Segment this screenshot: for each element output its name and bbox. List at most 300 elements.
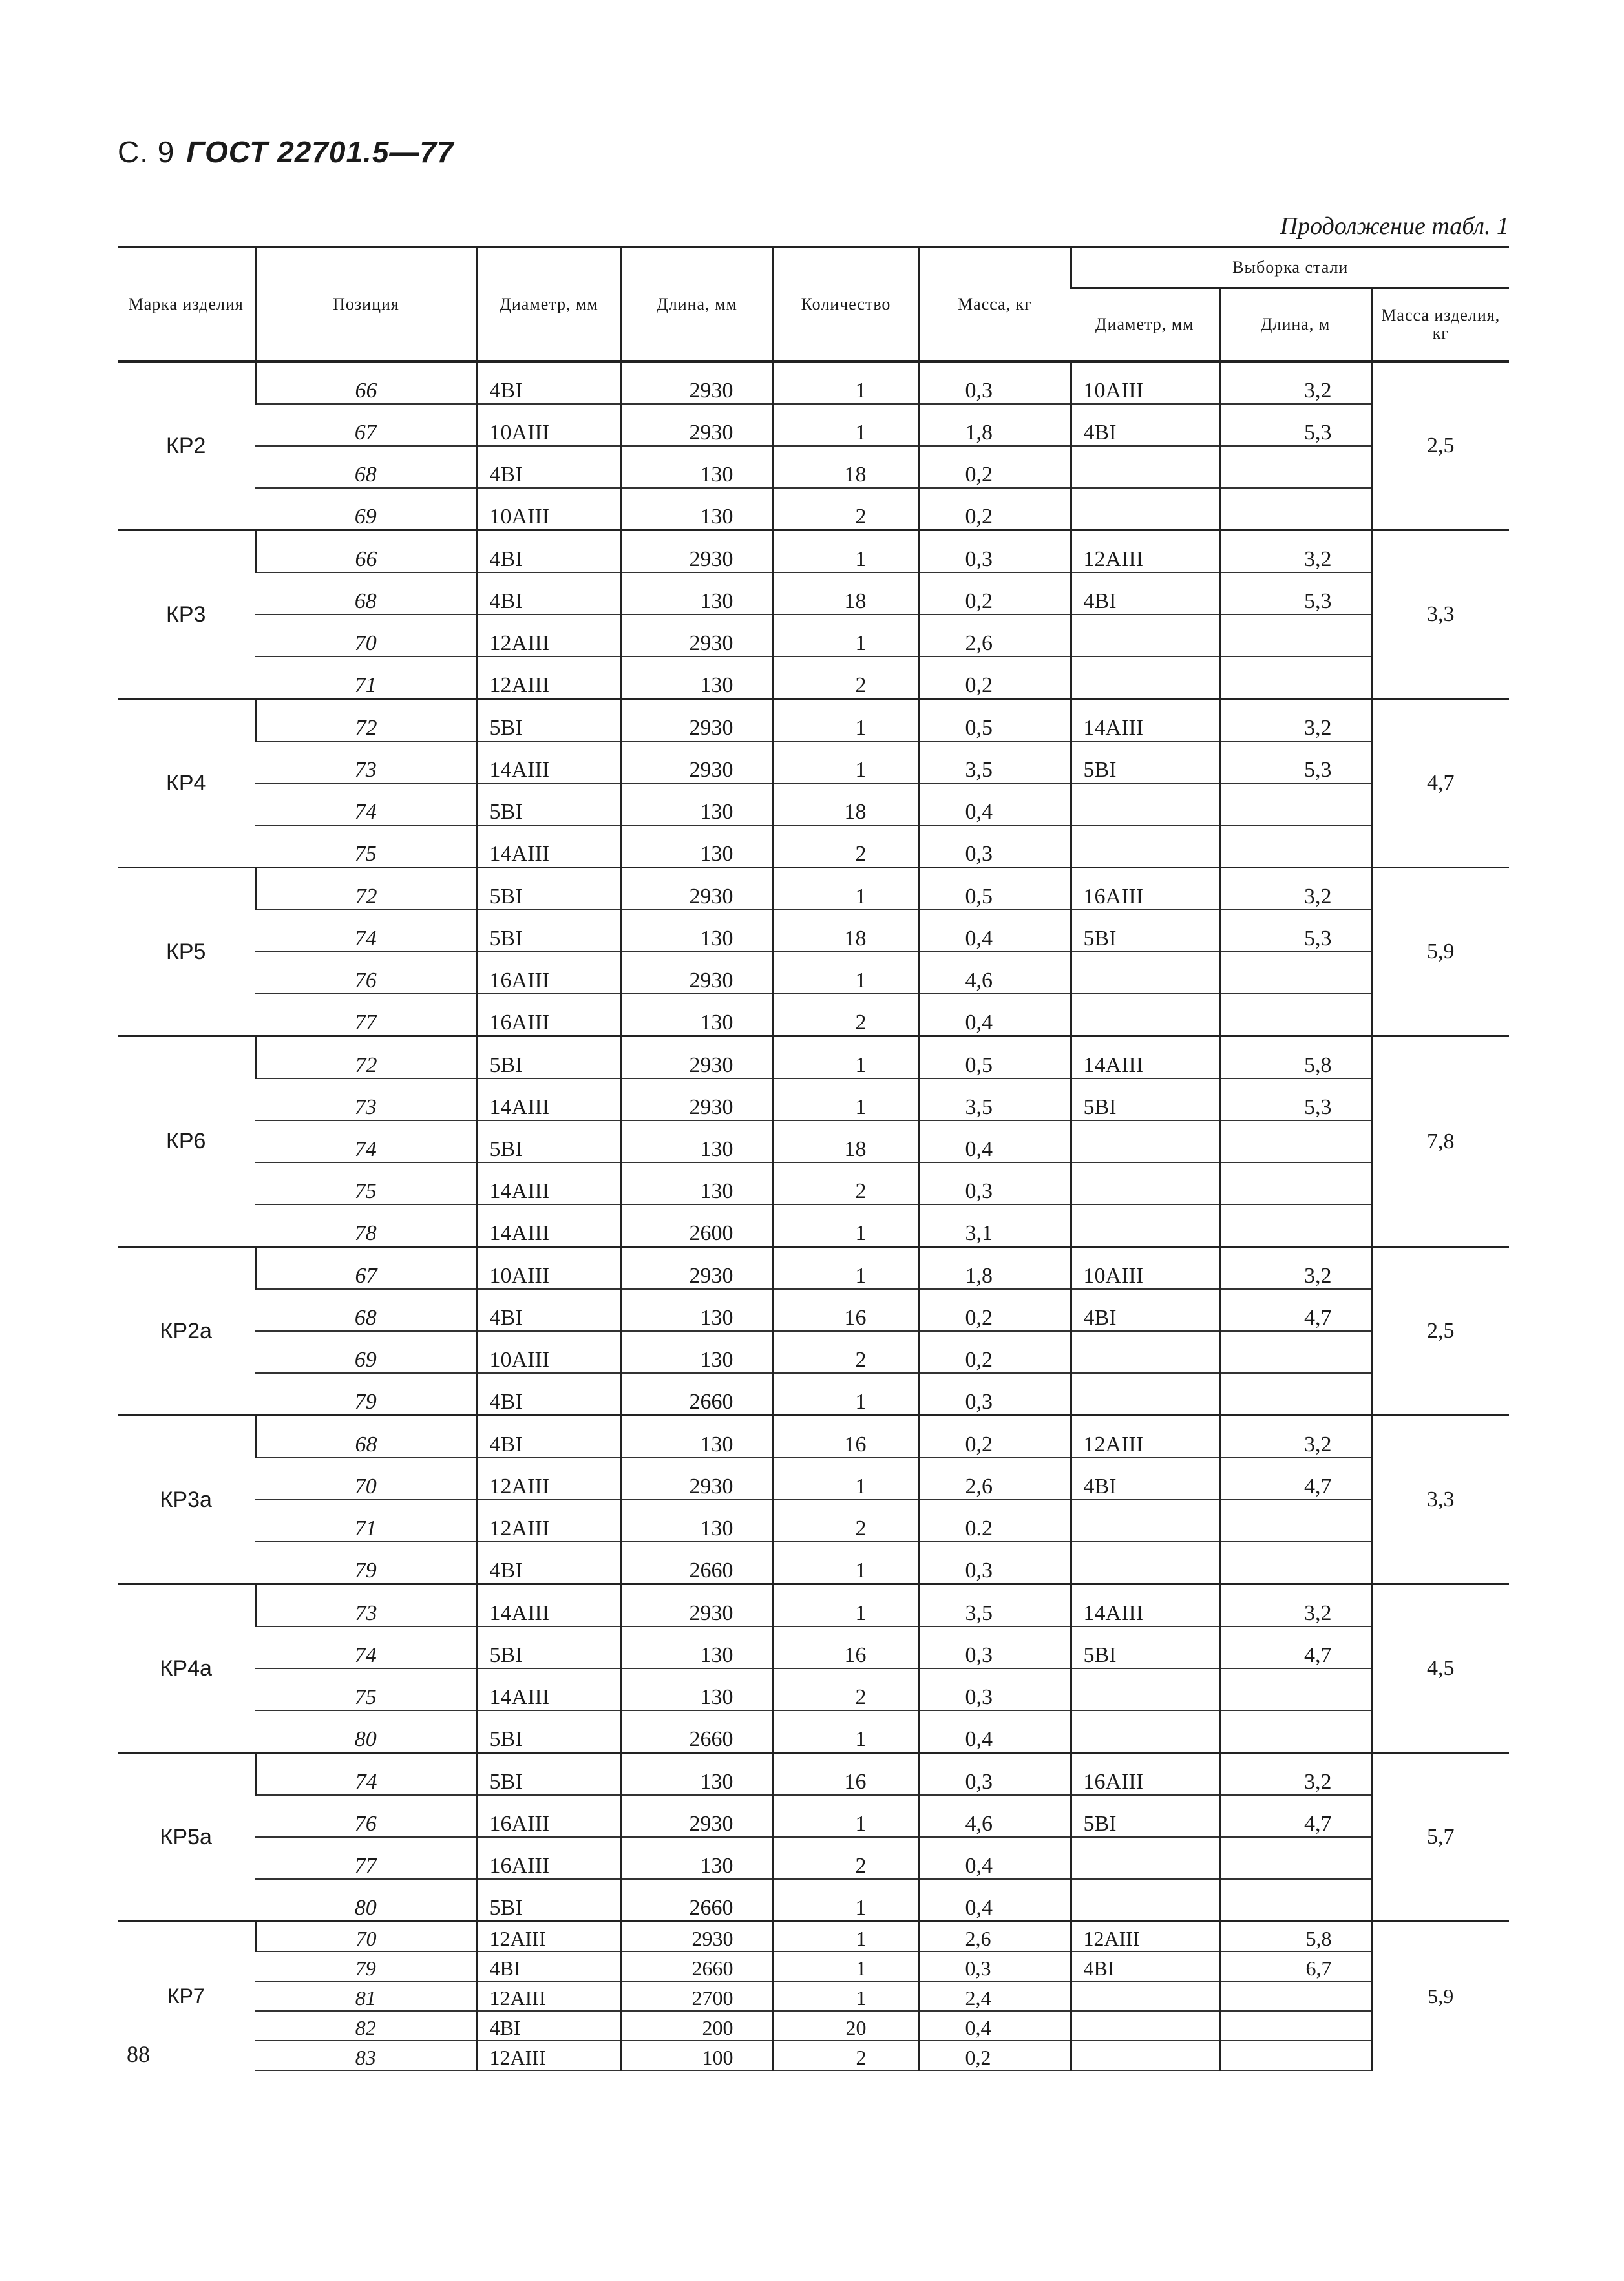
length-cell: 100 — [621, 2041, 773, 2070]
length-cell: 2930 — [621, 1247, 773, 1290]
position-cell: 68 — [255, 1289, 477, 1331]
mass-cell: 2,6 — [919, 615, 1071, 657]
diameter-cell: 12AIII — [477, 657, 621, 699]
diameter-cell: 16AIII — [477, 952, 621, 994]
table-row — [118, 1753, 1509, 1796]
diameter-cell: 4BI — [477, 573, 621, 615]
length-cell: 2930 — [621, 404, 773, 446]
col-header-item-mass: Масса изделия, кг — [1371, 288, 1509, 362]
position-cell: 73 — [255, 1078, 477, 1120]
position-cell: 69 — [255, 1331, 477, 1373]
length-cell: 130 — [621, 1837, 773, 1879]
position-cell: 74 — [255, 910, 477, 952]
selection-length-cell — [1219, 2011, 1371, 2041]
mass-cell: 0,3 — [919, 1373, 1071, 1416]
position-cell: 83 — [255, 2041, 477, 2070]
length-cell: 2930 — [621, 699, 773, 742]
length-cell: 2930 — [621, 1922, 773, 1952]
selection-length-cell: 4,7 — [1219, 1289, 1371, 1331]
length-cell: 130 — [621, 1120, 773, 1162]
table-row — [118, 1162, 1509, 1204]
length-cell: 130 — [621, 573, 773, 615]
diameter-cell: 16AIII — [477, 1795, 621, 1837]
mass-cell: 0,3 — [919, 1626, 1071, 1668]
col-header-diameter: Диаметр, мм — [477, 247, 621, 361]
product-mark: КР7 — [167, 1984, 205, 2008]
mass-cell: 0,3 — [919, 1951, 1071, 1981]
position-cell: 76 — [255, 1795, 477, 1837]
table-row — [118, 1078, 1509, 1120]
position-cell: 74 — [255, 783, 477, 825]
selection-length-cell: 3,2 — [1219, 1416, 1371, 1458]
table-row — [118, 783, 1509, 825]
standard-title: ГОСТ 22701.5—77 — [186, 135, 454, 169]
table-row — [118, 994, 1509, 1036]
length-cell: 2660 — [621, 1373, 773, 1416]
col-header-selection-length: Длина, м — [1219, 288, 1371, 362]
position-cell: 74 — [255, 1120, 477, 1162]
selection-diameter-cell — [1071, 657, 1219, 699]
quantity-cell: 1 — [773, 952, 919, 994]
mass-cell: 0,3 — [919, 1668, 1071, 1710]
quantity-cell: 16 — [773, 1416, 919, 1458]
diameter-cell: 10AIII — [477, 488, 621, 531]
table-row — [118, 488, 1509, 531]
mass-cell: 0,2 — [919, 446, 1071, 488]
selection-diameter-cell: 5BI — [1071, 910, 1219, 952]
table-row — [118, 952, 1509, 994]
table-row — [118, 1981, 1509, 2011]
position-cell: 72 — [255, 868, 477, 910]
diameter-cell: 5BI — [477, 1036, 621, 1079]
col-header-mass: Масса, кг — [919, 247, 1071, 361]
quantity-cell: 1 — [773, 615, 919, 657]
table-continuation-note: Продолжение табл. 1 — [1280, 213, 1509, 240]
diameter-cell: 14AIII — [477, 1078, 621, 1120]
quantity-cell: 20 — [773, 2011, 919, 2041]
selection-diameter-cell: 4BI — [1071, 404, 1219, 446]
table-row — [118, 573, 1509, 615]
selection-length-cell — [1219, 1500, 1371, 1542]
selection-diameter-cell — [1071, 1879, 1219, 1922]
position-cell: 68 — [255, 446, 477, 488]
length-cell: 2930 — [621, 1036, 773, 1079]
quantity-cell: 1 — [773, 1922, 919, 1952]
selection-length-cell — [1219, 1668, 1371, 1710]
table-row — [118, 615, 1509, 657]
diameter-cell: 12AIII — [477, 2041, 621, 2070]
product-group — [118, 1753, 1509, 1922]
product-group — [118, 1416, 1509, 1584]
selection-length-cell — [1219, 825, 1371, 868]
item-mass-total: 5,9 — [1371, 868, 1509, 1036]
table-row — [118, 741, 1509, 783]
length-cell: 130 — [621, 1162, 773, 1204]
diameter-cell: 5BI — [477, 910, 621, 952]
diameter-cell: 16AIII — [477, 1837, 621, 1879]
selection-diameter-cell: 10AIII — [1071, 361, 1219, 404]
selection-diameter-cell: 14AIII — [1071, 1036, 1219, 1079]
quantity-cell: 1 — [773, 404, 919, 446]
mass-cell: 0,2 — [919, 1331, 1071, 1373]
length-cell: 2930 — [621, 1458, 773, 1500]
position-cell: 75 — [255, 1668, 477, 1710]
mass-cell: 3,5 — [919, 1078, 1071, 1120]
product-group — [118, 868, 1509, 1036]
selection-length-cell — [1219, 1162, 1371, 1204]
mass-cell: 4,6 — [919, 952, 1071, 994]
mass-cell: 0,3 — [919, 361, 1071, 404]
col-header-quantity: Количество — [773, 247, 919, 361]
length-cell: 130 — [621, 446, 773, 488]
selection-diameter-cell — [1071, 1331, 1219, 1373]
table-row — [118, 1331, 1509, 1373]
quantity-cell: 2 — [773, 2041, 919, 2070]
diameter-cell: 5BI — [477, 1710, 621, 1753]
diameter-cell: 5BI — [477, 1626, 621, 1668]
table-row — [118, 1373, 1509, 1416]
selection-length-cell: 5,3 — [1219, 741, 1371, 783]
mass-cell: 1,8 — [919, 1247, 1071, 1290]
position-cell: 66 — [255, 531, 477, 573]
quantity-cell: 18 — [773, 446, 919, 488]
mass-cell: 0,3 — [919, 1162, 1071, 1204]
item-mass-total: 2,5 — [1371, 361, 1509, 531]
quantity-cell: 1 — [773, 1204, 919, 1247]
table-row — [118, 1795, 1509, 1837]
diameter-cell: 4BI — [477, 1951, 621, 1981]
length-cell: 2600 — [621, 1204, 773, 1247]
quantity-cell: 1 — [773, 1710, 919, 1753]
selection-diameter-cell: 4BI — [1071, 1458, 1219, 1500]
diameter-cell: 4BI — [477, 446, 621, 488]
mass-cell: 0,4 — [919, 783, 1071, 825]
item-mass-total: 5,7 — [1371, 1753, 1509, 1922]
selection-diameter-cell — [1071, 1373, 1219, 1416]
selection-diameter-cell: 4BI — [1071, 1951, 1219, 1981]
page-label: С. 9 — [118, 135, 175, 169]
length-cell: 130 — [621, 994, 773, 1036]
length-cell: 130 — [621, 488, 773, 531]
product-group — [118, 1247, 1509, 1416]
position-cell: 70 — [255, 1458, 477, 1500]
selection-diameter-cell: 5BI — [1071, 741, 1219, 783]
mass-cell: 0,4 — [919, 910, 1071, 952]
table-row — [118, 1837, 1509, 1879]
selection-diameter-cell — [1071, 1500, 1219, 1542]
quantity-cell: 1 — [773, 741, 919, 783]
selection-diameter-cell — [1071, 1668, 1219, 1710]
product-mark: КР6 — [166, 1129, 206, 1153]
length-cell: 2930 — [621, 952, 773, 994]
quantity-cell: 16 — [773, 1289, 919, 1331]
position-cell: 70 — [255, 615, 477, 657]
selection-diameter-cell: 5BI — [1071, 1795, 1219, 1837]
position-cell: 70 — [255, 1922, 477, 1952]
selection-diameter-cell — [1071, 2041, 1219, 2070]
selection-diameter-cell: 14AIII — [1071, 699, 1219, 742]
diameter-cell: 10AIII — [477, 1331, 621, 1373]
item-mass-total: 3,3 — [1371, 531, 1509, 699]
table-row — [118, 1668, 1509, 1710]
diameter-cell: 12AIII — [477, 615, 621, 657]
product-group — [118, 699, 1509, 868]
table-row — [118, 404, 1509, 446]
table-row — [118, 1500, 1509, 1542]
diameter-cell: 5BI — [477, 1120, 621, 1162]
selection-length-cell: 4,7 — [1219, 1795, 1371, 1837]
mass-cell: 3,1 — [919, 1204, 1071, 1247]
length-cell: 2660 — [621, 1710, 773, 1753]
quantity-cell: 1 — [773, 1542, 919, 1584]
table-row — [118, 1247, 1509, 1290]
rebar-specification-table — [118, 246, 1509, 2071]
table-row — [118, 868, 1509, 910]
quantity-cell: 1 — [773, 1879, 919, 1922]
diameter-cell: 14AIII — [477, 741, 621, 783]
selection-diameter-cell — [1071, 994, 1219, 1036]
diameter-cell: 4BI — [477, 1289, 621, 1331]
diameter-cell: 5BI — [477, 699, 621, 742]
quantity-cell: 1 — [773, 1036, 919, 1079]
table-row — [118, 1204, 1509, 1247]
length-cell: 2930 — [621, 531, 773, 573]
position-cell: 68 — [255, 573, 477, 615]
table-row — [118, 361, 1509, 404]
quantity-cell: 1 — [773, 1458, 919, 1500]
selection-length-cell — [1219, 488, 1371, 531]
table-row — [118, 825, 1509, 868]
diameter-cell: 4BI — [477, 361, 621, 404]
position-cell: 69 — [255, 488, 477, 531]
position-cell: 72 — [255, 699, 477, 742]
mass-cell: 0.2 — [919, 1500, 1071, 1542]
selection-length-cell — [1219, 1120, 1371, 1162]
selection-length-cell: 4,7 — [1219, 1458, 1371, 1500]
selection-length-cell: 4,7 — [1219, 1626, 1371, 1668]
mass-cell: 0,2 — [919, 657, 1071, 699]
position-cell: 78 — [255, 1204, 477, 1247]
position-cell: 71 — [255, 1500, 477, 1542]
quantity-cell: 2 — [773, 657, 919, 699]
table-row — [118, 2041, 1509, 2070]
diameter-cell: 4BI — [477, 531, 621, 573]
mass-cell: 4,6 — [919, 1795, 1071, 1837]
position-cell: 72 — [255, 1036, 477, 1079]
col-header-selection-diameter: Диаметр, мм — [1071, 288, 1219, 362]
selection-length-cell: 3,2 — [1219, 1247, 1371, 1290]
product-group — [118, 1922, 1509, 2071]
item-mass-total: 4,5 — [1371, 1584, 1509, 1753]
item-mass-total: 3,3 — [1371, 1416, 1509, 1584]
selection-diameter-cell: 4BI — [1071, 1289, 1219, 1331]
selection-length-cell — [1219, 657, 1371, 699]
selection-length-cell: 5,8 — [1219, 1922, 1371, 1952]
selection-length-cell: 3,2 — [1219, 361, 1371, 404]
selection-diameter-cell — [1071, 1710, 1219, 1753]
selection-diameter-cell — [1071, 1204, 1219, 1247]
length-cell: 2930 — [621, 361, 773, 404]
selection-length-cell: 5,3 — [1219, 404, 1371, 446]
table-row — [118, 1584, 1509, 1627]
table-row — [118, 531, 1509, 573]
position-cell: 67 — [255, 1247, 477, 1290]
length-cell: 130 — [621, 1753, 773, 1796]
position-cell: 77 — [255, 994, 477, 1036]
diameter-cell: 12AIII — [477, 1981, 621, 2011]
quantity-cell: 1 — [773, 1981, 919, 2011]
length-cell: 2930 — [621, 1795, 773, 1837]
table-row — [118, 1922, 1509, 1952]
quantity-cell: 1 — [773, 868, 919, 910]
table-row — [118, 1289, 1509, 1331]
product-mark: КР2 — [166, 433, 206, 458]
mass-cell: 0,2 — [919, 2041, 1071, 2070]
mass-cell: 0,4 — [919, 1120, 1071, 1162]
diameter-cell: 5BI — [477, 783, 621, 825]
mass-cell: 0,2 — [919, 1416, 1071, 1458]
product-mark: КР3 — [166, 602, 206, 627]
length-cell: 130 — [621, 1331, 773, 1373]
mass-cell: 0,2 — [919, 1289, 1071, 1331]
selection-diameter-cell — [1071, 825, 1219, 868]
selection-diameter-cell — [1071, 783, 1219, 825]
position-cell: 73 — [255, 1584, 477, 1627]
quantity-cell: 1 — [773, 699, 919, 742]
length-cell: 2930 — [621, 1078, 773, 1120]
diameter-cell: 4BI — [477, 1416, 621, 1458]
selection-diameter-cell: 14AIII — [1071, 1584, 1219, 1627]
selection-length-cell: 5,3 — [1219, 910, 1371, 952]
length-cell: 130 — [621, 1289, 773, 1331]
selection-length-cell — [1219, 1331, 1371, 1373]
selection-diameter-cell: 10AIII — [1071, 1247, 1219, 1290]
length-cell: 130 — [621, 1416, 773, 1458]
selection-length-cell: 3,2 — [1219, 1753, 1371, 1796]
mass-cell: 0,5 — [919, 868, 1071, 910]
mass-cell: 0,2 — [919, 488, 1071, 531]
selection-length-cell: 3,2 — [1219, 699, 1371, 742]
mass-cell: 0,3 — [919, 825, 1071, 868]
diameter-cell: 14AIII — [477, 1584, 621, 1627]
position-cell: 75 — [255, 825, 477, 868]
selection-length-cell — [1219, 994, 1371, 1036]
selection-length-cell — [1219, 1542, 1371, 1584]
product-group — [118, 361, 1509, 531]
selection-length-cell — [1219, 446, 1371, 488]
length-cell: 2660 — [621, 1879, 773, 1922]
selection-diameter-cell — [1071, 1837, 1219, 1879]
selection-length-cell: 3,2 — [1219, 531, 1371, 573]
selection-length-cell — [1219, 783, 1371, 825]
selection-diameter-cell: 5BI — [1071, 1078, 1219, 1120]
diameter-cell: 12AIII — [477, 1922, 621, 1952]
length-cell: 130 — [621, 1626, 773, 1668]
length-cell: 200 — [621, 2011, 773, 2041]
table-row — [118, 657, 1509, 699]
position-cell: 80 — [255, 1710, 477, 1753]
selection-diameter-cell — [1071, 1120, 1219, 1162]
position-cell: 74 — [255, 1626, 477, 1668]
mass-cell: 3,5 — [919, 741, 1071, 783]
diameter-cell: 16AIII — [477, 994, 621, 1036]
diameter-cell: 12AIII — [477, 1458, 621, 1500]
mass-cell: 2,6 — [919, 1922, 1071, 1952]
position-cell: 82 — [255, 2011, 477, 2041]
table-row — [118, 1710, 1509, 1753]
quantity-cell: 2 — [773, 1837, 919, 1879]
selection-length-cell — [1219, 615, 1371, 657]
diameter-cell: 4BI — [477, 1542, 621, 1584]
position-cell: 77 — [255, 1837, 477, 1879]
selection-length-cell — [1219, 1879, 1371, 1922]
position-cell: 79 — [255, 1542, 477, 1584]
quantity-cell: 1 — [773, 1247, 919, 1290]
position-cell: 79 — [255, 1373, 477, 1416]
quantity-cell: 1 — [773, 1078, 919, 1120]
selection-diameter-cell: 12AIII — [1071, 1922, 1219, 1952]
product-mark: КР4а — [160, 1656, 212, 1681]
quantity-cell: 1 — [773, 361, 919, 404]
mass-cell: 0,4 — [919, 1710, 1071, 1753]
mass-cell: 0,3 — [919, 531, 1071, 573]
length-cell: 130 — [621, 1668, 773, 1710]
position-cell: 80 — [255, 1879, 477, 1922]
product-mark: КР3а — [160, 1487, 212, 1512]
mass-cell: 1,8 — [919, 404, 1071, 446]
length-cell: 2930 — [621, 868, 773, 910]
selection-diameter-cell: 16AIII — [1071, 1753, 1219, 1796]
col-header-mark: Марка изделия — [128, 294, 244, 313]
selection-length-cell — [1219, 2041, 1371, 2070]
length-cell: 2660 — [621, 1951, 773, 1981]
mass-cell: 0,4 — [919, 994, 1071, 1036]
mass-cell: 0,4 — [919, 1879, 1071, 1922]
item-mass-total: 2,5 — [1371, 1247, 1509, 1416]
mass-cell: 0,4 — [919, 1837, 1071, 1879]
position-cell: 73 — [255, 741, 477, 783]
selection-length-cell — [1219, 1204, 1371, 1247]
selection-diameter-cell — [1071, 1162, 1219, 1204]
item-mass-total: 5,9 — [1371, 1922, 1509, 2071]
selection-diameter-cell: 4BI — [1071, 573, 1219, 615]
quantity-cell: 18 — [773, 910, 919, 952]
mass-cell: 0,2 — [919, 573, 1071, 615]
length-cell: 130 — [621, 657, 773, 699]
table-row — [118, 1626, 1509, 1668]
mass-cell: 0,3 — [919, 1542, 1071, 1584]
diameter-cell: 5BI — [477, 1879, 621, 1922]
page-number: 88 — [127, 2041, 150, 2067]
selection-length-cell — [1219, 1710, 1371, 1753]
table-row — [118, 1879, 1509, 1922]
table-row — [118, 699, 1509, 742]
product-mark: КР5а — [160, 1824, 212, 1849]
length-cell: 2930 — [621, 741, 773, 783]
product-mark: КР4 — [166, 770, 206, 795]
mass-cell: 0,5 — [919, 699, 1071, 742]
quantity-cell: 2 — [773, 1500, 919, 1542]
selection-diameter-cell — [1071, 2011, 1219, 2041]
selection-diameter-cell — [1071, 1981, 1219, 2011]
table-row — [118, 1951, 1509, 1981]
item-mass-total: 4,7 — [1371, 699, 1509, 868]
length-cell: 130 — [621, 783, 773, 825]
selection-diameter-cell — [1071, 1542, 1219, 1584]
product-mark: КР2а — [160, 1318, 212, 1343]
diameter-cell: 10AIII — [477, 1247, 621, 1290]
quantity-cell: 16 — [773, 1753, 919, 1796]
